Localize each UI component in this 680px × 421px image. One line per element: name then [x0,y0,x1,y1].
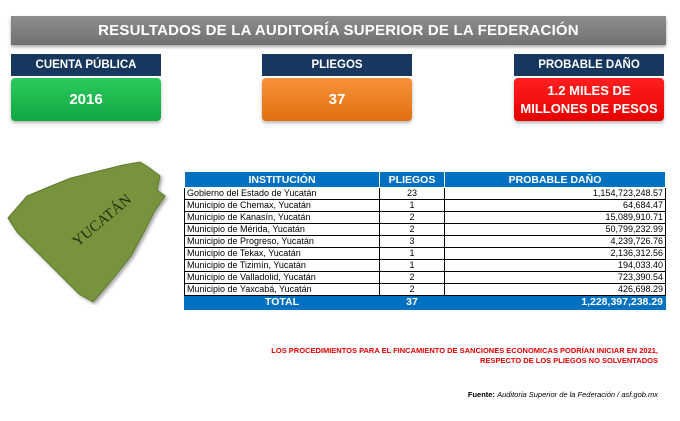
source-label: Fuente: [467,390,495,399]
cell-dano: 426,698.29 [445,284,666,296]
page-title: RESULTADOS DE LA AUDITORÍA SUPERIOR DE LA FEDERACIÓN [11,16,666,45]
total-label: TOTAL [185,296,380,310]
cell-pliegos: 1 [380,248,445,260]
cell-dano: 1,154,723,248.57 [445,188,666,200]
cell-pliegos: 2 [380,224,445,236]
cell-pliegos: 2 [380,212,445,224]
cell-institucion: Municipio de Chemax, Yucatán [185,200,380,212]
cell-pliegos: 2 [380,272,445,284]
probable-dano-value-line1: 1.2 MILES DE [547,82,631,98]
cell-institucion: Municipio de Tizimín, Yucatán [185,260,380,272]
cuenta-publica-label: CUENTA PÚBLICA [11,54,161,76]
table-row [185,188,666,200]
cell-dano: 194,033.40 [445,260,666,272]
procedures-note-line2: RESPECTO DE LOS PLIEGOS NO SOLVENTADOS [480,356,658,365]
cell-institucion: Municipio de Tekax, Yucatán [185,248,380,260]
cell-institucion: Gobierno del Estado de Yucatán [185,188,380,200]
table-row [185,284,666,296]
source-footer [300,390,658,399]
table-total-row [185,296,666,310]
cell-dano: 2,136,312.56 [445,248,666,260]
probable-dano-label: PROBABLE DAÑO [514,54,664,76]
cell-pliegos: 23 [380,188,445,200]
header-probable-dano: PROBABLE DAÑO [445,172,666,188]
table-row [185,236,666,248]
cell-pliegos: 2 [380,284,445,296]
yucatan-map-label: YUCATÁN [69,191,136,251]
cell-pliegos: 1 [380,200,445,212]
cell-institucion: Municipio de Kanasín, Yucatán [185,212,380,224]
header-institucion: INSTITUCIÓN [185,172,380,188]
table-row [185,224,666,236]
table-row [185,260,666,272]
cell-dano: 4,239,726.76 [445,236,666,248]
cell-dano: 50,799,232.99 [445,224,666,236]
total-pliegos: 37 [380,296,445,310]
pliegos-label: PLIEGOS [262,54,412,76]
table-row [185,200,666,212]
cell-institucion: Municipio de Mérida, Yucatán [185,224,380,236]
cell-pliegos: 1 [380,260,445,272]
table-row [185,248,666,260]
cell-dano: 15,089,910.71 [445,212,666,224]
yucatan-map [5,160,170,305]
cell-institucion: Municipio de Progreso, Yucatán [185,236,380,248]
header-pliegos: PLIEGOS [380,172,445,188]
pliegos-value: 37 [262,78,412,121]
cell-dano: 723,390.54 [445,272,666,284]
probable-dano-value-line2: MILLONES DE PESOS [520,100,658,116]
institutions-table [184,171,666,310]
cell-institucion: Municipio de Yaxcabá, Yucatán [185,284,380,296]
cell-institucion: Municipio de Valladolid, Yucatán [185,272,380,284]
cell-pliegos: 3 [380,236,445,248]
procedures-note-line1: LOS PROCEDIMIENTOS PARA EL FINCAMIENTO DE SANCIONES ECONOMICAS PODRÍAN INICIAR EN 2021, [271,346,658,355]
procedures-note [200,346,658,366]
cuenta-publica-value: 2016 [11,78,161,121]
table-row [185,212,666,224]
probable-dano-value [514,78,664,121]
source-text: Auditoria Superior de la Federación / asf.gob.mx [497,390,658,399]
cell-dano: 64,684.47 [445,200,666,212]
table-row [185,272,666,284]
table-header-row [185,172,666,188]
total-dano: 1,228,397,238.29 [445,296,666,310]
